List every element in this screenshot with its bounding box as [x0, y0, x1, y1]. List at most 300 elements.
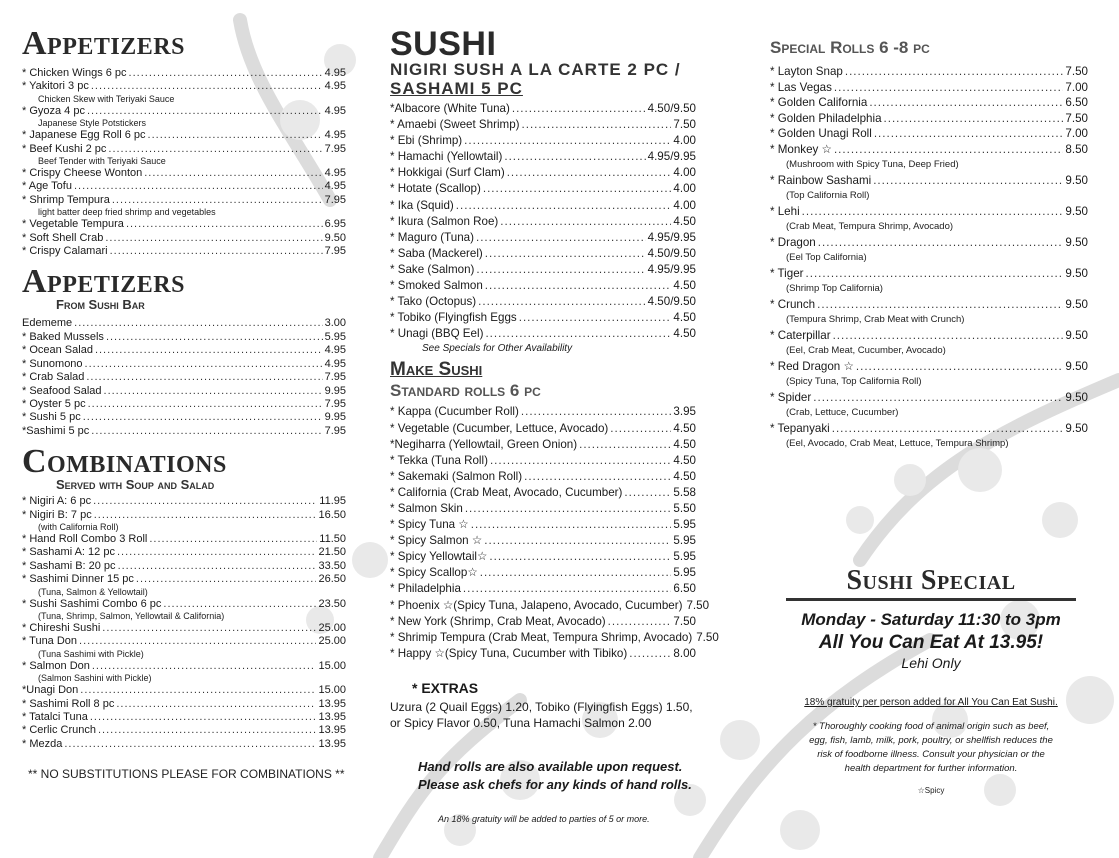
sushi-list — [390, 101, 696, 342]
make-sushi-list — [390, 404, 719, 662]
menu-item — [390, 630, 719, 646]
menu-item-price: 9.95 — [324, 411, 346, 424]
menu-item — [22, 635, 346, 648]
menu-item-name: * Sashimi Dinner 15 pc — [22, 573, 134, 586]
menu-item-price: 4.00 — [673, 182, 696, 196]
menu-item — [390, 117, 696, 133]
menu-item — [22, 331, 346, 344]
menu-item — [390, 646, 696, 662]
menu-item-price: 4.50 — [673, 279, 696, 293]
food-safety-warning-4: health department for further information. — [844, 763, 1018, 774]
menu-item — [22, 167, 346, 180]
menu-item-price: 5.95 — [673, 534, 696, 548]
leader-dots — [845, 64, 1064, 80]
leader-dots — [163, 598, 316, 611]
leader-dots — [485, 326, 671, 342]
extras-title: * EXTRAS — [412, 679, 479, 696]
menu-item — [770, 126, 1088, 142]
menu-item-price: 9.50 — [1065, 235, 1088, 249]
menu-item-price: 4.95 — [324, 129, 346, 142]
menu-item-price: 4.50/9.50 — [647, 246, 696, 260]
menu-item — [390, 230, 696, 246]
menu-item-name: * Ika (Squid) — [390, 198, 454, 212]
menu-item-name: * Gyoza 4 pc — [22, 104, 85, 117]
menu-item — [22, 232, 346, 245]
menu-item — [390, 485, 696, 501]
menu-item — [22, 684, 346, 697]
menu-item-price: 7.00 — [1065, 80, 1088, 94]
leader-dots — [512, 101, 646, 117]
menu-item-name: * Sake (Salmon) — [390, 262, 475, 276]
leader-dots — [521, 404, 672, 420]
menu-item-price: 7.95 — [324, 142, 346, 155]
menu-item-name: * Baked Mussels — [22, 330, 104, 343]
menu-item-name: * New York (Shrimp, Crab Meat, Avocado) — [390, 614, 606, 628]
menu-item-price: 7.95 — [324, 424, 346, 437]
leader-dots — [476, 230, 646, 246]
menu-item-name: * Chicken Wings 6 pc — [22, 67, 127, 79]
leader-dots — [478, 294, 646, 310]
menu-item-name: * Salmon Skin — [390, 501, 463, 515]
leader-dots — [624, 485, 671, 501]
menu-item — [770, 421, 1088, 437]
leader-dots — [610, 421, 671, 437]
menu-item-name: * Vegetable (Cucumber, Lettuce, Avocado) — [390, 421, 609, 435]
menu-item-name: * Tuna Don — [22, 635, 78, 648]
leader-dots — [869, 95, 1063, 111]
menu-item-price: 4.95 — [324, 167, 346, 180]
menu-item-name: * Unagi (BBQ Eel) — [390, 327, 484, 341]
menu-item-price: 11.95 — [319, 495, 346, 508]
leader-dots — [483, 181, 672, 197]
menu-item-price: 9.95 — [324, 384, 346, 397]
menu-item-price: 13.95 — [318, 697, 346, 710]
menu-item-name: * Soft Shell Crab — [22, 231, 104, 244]
leader-dots — [489, 549, 671, 565]
leader-dots — [110, 245, 323, 258]
hand-rolls-line1: Hand rolls are also available upon request. — [418, 758, 683, 774]
sushi-special-box — [786, 566, 1076, 795]
menu-item-name: * Cerlic Crunch — [22, 724, 96, 737]
menu-item-price: 23.50 — [318, 597, 346, 610]
sushi-subtitle-line1: NIGIRI SUSH A LA CARTE 2 PC / — [390, 60, 681, 79]
menu-item — [390, 517, 696, 533]
menu-item — [22, 546, 346, 559]
menu-item — [22, 143, 346, 156]
special-rolls-list — [770, 64, 1088, 452]
menu-item-name: * Chireshi Sushi — [22, 621, 101, 634]
leader-dots — [87, 105, 323, 118]
leader-dots — [463, 581, 672, 597]
leader-dots — [74, 317, 322, 330]
hand-rolls-line2: Please ask chefs for any kinds of hand rolls. — [418, 776, 692, 792]
menu-item-description: (Tuna, Salmon & Yellowtail) — [38, 586, 148, 597]
menu-item — [22, 245, 346, 258]
menu-item-name: * Hamachi (Yellowtail) — [390, 150, 503, 164]
menu-item-name: * Saba (Mackerel) — [390, 246, 483, 260]
combinations-list — [22, 495, 346, 751]
menu-item — [770, 80, 1088, 96]
menu-item — [390, 598, 710, 614]
menu-item-price: 7.50 — [686, 598, 710, 612]
center-column — [390, 0, 719, 824]
menu-item — [22, 411, 346, 424]
menu-item — [390, 421, 696, 437]
sushi-special-title: Sushi Special — [786, 566, 1076, 601]
menu-item-price: 4.95 — [324, 67, 346, 79]
leader-dots — [519, 310, 672, 326]
menu-item-price: 3.95 — [673, 405, 696, 419]
menu-item — [22, 218, 346, 231]
menu-item — [22, 573, 346, 586]
menu-item — [22, 180, 346, 193]
leader-dots — [129, 67, 323, 80]
menu-item-name: * Ikura (Salmon Roe) — [390, 214, 499, 228]
menu-item — [22, 711, 346, 724]
menu-item-name: * Tekka (Tuna Roll) — [390, 453, 488, 467]
menu-item-price: 4.95/9.95 — [647, 230, 696, 244]
menu-item — [390, 533, 696, 549]
menu-item-price: 5.95 — [673, 518, 696, 532]
menu-item-name: *Sashimi 5 pc — [22, 424, 90, 437]
menu-item-price: 4.95 — [324, 80, 346, 93]
menu-item-description: (Crab, Lettuce, Cucumber) — [786, 407, 899, 418]
menu-item — [390, 294, 696, 310]
leader-dots — [471, 517, 672, 533]
menu-item-price: 15.00 — [318, 684, 346, 697]
menu-item-name: * Golden Unagi Roll — [770, 127, 872, 140]
menu-item-price: 9.50 — [1065, 266, 1088, 280]
leader-dots — [476, 262, 645, 278]
leader-dots — [504, 149, 645, 165]
menu-item-name: * Amaebi (Sweet Shrimp) — [390, 118, 520, 132]
menu-item — [390, 614, 696, 630]
menu-item-description: Beef Tender with Teriyaki Sauce — [38, 156, 166, 167]
leader-dots — [74, 180, 323, 193]
menu-item-name: * California (Crab Meat, Avocado, Cucumber) — [390, 485, 623, 499]
menu-item — [22, 724, 346, 737]
menu-item-name: * Dragon — [770, 235, 816, 249]
menu-item-price: 9.50 — [1065, 421, 1088, 435]
menu-item-name: *Unagi Don — [22, 684, 79, 697]
leader-dots — [818, 235, 1064, 251]
menu-item-price: 4.95/9.95 — [647, 262, 696, 276]
leader-dots — [873, 173, 1063, 189]
menu-item-name: * Japanese Egg Roll 6 pc — [22, 129, 146, 142]
menu-item — [390, 101, 696, 117]
leader-dots — [80, 684, 316, 697]
leader-dots — [884, 111, 1064, 127]
menu-item-name: Edememe — [22, 317, 73, 330]
menu-item — [22, 358, 346, 371]
menu-item — [770, 95, 1088, 111]
leader-dots — [480, 565, 672, 581]
menu-item-price: 9.50 — [1065, 390, 1088, 404]
food-safety-warning-3: risk of foodborne illness. Consult your physician or the — [817, 749, 1045, 760]
extras-line1: Uzura (2 Quail Eggs) 1.20, Tobiko (Flyingfish Eggs) 1.50, — [390, 699, 693, 714]
menu-item-description: Japanese Style Potstickers — [38, 118, 147, 129]
menu-item-name: * Shrimp Tempura — [22, 193, 110, 206]
menu-item-name: * Sushi Sashimi Combo 6 pc — [22, 597, 162, 610]
menu-item — [390, 149, 696, 165]
leader-dots — [464, 133, 671, 149]
menu-item-name: * Crab Salad — [22, 371, 85, 384]
menu-item — [22, 660, 346, 673]
sushi-special-price: All You Can Eat At 13.95! — [818, 632, 1044, 653]
sushi-title: SUSHI — [390, 25, 497, 63]
menu-item-name: * Golden California — [770, 96, 868, 109]
menu-item-name: * Ebi (Shrimp) — [390, 134, 463, 148]
leader-dots — [524, 469, 671, 485]
spicy-legend: ☆Spicy — [917, 786, 945, 795]
menu-item-name: * Philadelphia — [390, 582, 461, 596]
leader-dots — [874, 126, 1064, 142]
menu-item-name: *Albacore (White Tuna) — [390, 102, 510, 115]
menu-item-name: * Spicy Tuna ☆ — [390, 518, 469, 532]
leader-dots — [108, 143, 322, 156]
leader-dots — [93, 495, 317, 508]
leader-dots — [118, 560, 317, 573]
menu-item-description: (Tempura Shrimp, Crab Meat with Crunch) — [786, 314, 965, 325]
menu-item-name: * Golden Philadelphia — [770, 111, 882, 125]
sushi-special-location: Lehi Only — [901, 655, 961, 671]
menu-item-name: * Caterpillar — [770, 328, 831, 342]
leader-dots — [105, 232, 322, 245]
food-safety-warning-1: * Thoroughly cooking food of animal origin such as beef, — [812, 721, 1050, 732]
menu-item — [770, 297, 1088, 313]
extras-line2: or Spicy Flavor 0.50, Tuna Hamachi Salmon 2.00 — [390, 715, 652, 730]
menu-item — [390, 165, 696, 181]
menu-item — [770, 266, 1088, 282]
menu-item-price: 6.50 — [673, 582, 696, 596]
menu-item-price: 5.95 — [673, 566, 696, 580]
menu-item-description: (with California Roll) — [38, 521, 119, 532]
leader-dots — [86, 371, 322, 384]
menu-item-price: 9.50 — [1065, 204, 1088, 218]
menu-item-name: * Oyster 5 pc — [22, 397, 86, 410]
menu-item-name: * Tepanyaki — [770, 421, 830, 435]
menu-item-price: 7.00 — [1065, 127, 1088, 140]
menu-item-price: 9.50 — [1065, 297, 1088, 311]
menu-item — [390, 181, 696, 197]
menu-item-price: 7.50 — [696, 630, 719, 644]
menu-item-name: * Hokkigai (Surf Clam) — [390, 166, 505, 180]
menu-item — [770, 142, 1088, 158]
menu-item-name: * Age Tofu — [22, 180, 72, 193]
menu-item-price: 13.95 — [318, 711, 346, 723]
leader-dots — [83, 411, 323, 424]
menu-item-price: 7.50 — [1065, 65, 1088, 78]
menu-item-price: 21.50 — [318, 546, 346, 559]
menu-item-price: 9.50 — [1065, 173, 1088, 187]
menu-item — [22, 344, 346, 357]
leader-dots — [522, 117, 672, 133]
leader-dots — [608, 614, 672, 630]
sushi-special-gratuity: 18% gratuity per person added for All You Can Eat Sushi. — [804, 697, 1058, 708]
menu-item-price: 9.50 — [1065, 359, 1088, 373]
leader-dots — [817, 297, 1063, 313]
menu-item-name: * Sunomono — [22, 357, 83, 370]
menu-item-name: * Mezda — [22, 737, 63, 750]
menu-item-name: * Hotate (Scallop) — [390, 182, 481, 196]
menu-item-price: 13.95 — [318, 737, 346, 750]
menu-item-price: 6.95 — [324, 218, 346, 231]
menu-item — [22, 698, 346, 711]
menu-item-name: * Spicy Salmon ☆ — [390, 534, 483, 548]
menu-item-name: * Tiger — [770, 266, 804, 280]
menu-item-name: *Negiharra (Yellowtail, Green Onion) — [390, 437, 578, 451]
menu-item — [22, 398, 346, 411]
leader-dots — [79, 635, 316, 648]
leader-dots — [98, 724, 317, 737]
menu-item-price: 7.50 — [673, 118, 696, 132]
menu-item — [22, 385, 346, 398]
menu-item — [390, 453, 696, 469]
menu-item-price: 7.50 — [673, 614, 696, 628]
left-column — [22, 0, 346, 781]
leader-dots — [106, 331, 323, 344]
menu-item-name: * Nigiri A: 6 pc — [22, 495, 92, 508]
menu-item — [390, 501, 696, 517]
menu-item-price: 8.00 — [673, 646, 696, 660]
menu-item — [390, 214, 696, 230]
menu-item-name: * Hand Roll Combo 3 Roll — [22, 532, 148, 545]
leader-dots — [85, 358, 323, 371]
menu-item-name: * Las Vegas — [770, 80, 832, 94]
menu-item-price: 4.95 — [324, 104, 346, 117]
menu-item-name: * Spider — [770, 390, 812, 404]
menu-item-name: * Sashami B: 20 pc — [22, 559, 116, 572]
menu-item — [390, 469, 696, 485]
menu-item-name: * Crispy Cheese Wonton — [22, 167, 143, 180]
menu-item — [390, 246, 696, 262]
menu-item-price: 4.95 — [324, 344, 346, 357]
menu-item-price: 25.00 — [318, 635, 346, 648]
leader-dots — [88, 398, 323, 411]
leader-dots — [117, 546, 317, 559]
menu-item-name: * Smoked Salmon — [390, 279, 483, 293]
menu-item — [390, 262, 696, 278]
leader-dots — [832, 421, 1064, 437]
menu-item-name: * Sashami A: 12 pc — [22, 546, 115, 559]
menu-item-name: * Beef Kushi 2 pc — [22, 142, 107, 155]
leader-dots — [507, 165, 672, 181]
menu-item — [390, 310, 696, 326]
leader-dots — [104, 385, 323, 398]
menu-item-description: (Shrimp Top California) — [786, 283, 883, 294]
menu-item-price: 7.95 — [324, 371, 346, 384]
menu-item — [22, 129, 346, 142]
menu-item-description: (Tuna, Shrimp, Salmon, Yellowtail & California) — [38, 610, 225, 621]
menu-item — [390, 581, 696, 597]
menu-item — [22, 495, 346, 508]
leader-dots — [64, 738, 316, 751]
menu-item-price: 7.95 — [324, 397, 346, 410]
menu-item-price: 4.50 — [673, 327, 696, 341]
leader-dots — [148, 129, 323, 142]
menu-item-price: 25.00 — [318, 621, 346, 634]
menu-item — [770, 204, 1088, 220]
menu-item-description: (Tuna Sashimi with Pickle) — [38, 648, 144, 659]
menu-item — [22, 194, 346, 207]
leader-dots — [95, 344, 323, 357]
menu-item — [390, 549, 696, 565]
menu-item-description: (Top California Roll) — [786, 190, 870, 201]
appetizers-bar-list — [22, 317, 346, 438]
menu-item-name: * Layton Snap — [770, 65, 843, 78]
menu-item-price: 4.00 — [673, 134, 696, 148]
menu-item-name: * Spicy Yellowtail☆ — [390, 550, 488, 564]
menu-item — [770, 64, 1088, 80]
menu-item-name: * Tobiko (Flyingfish Eggs — [390, 311, 517, 325]
menu-item-description: (Spicy Tuna, Top California Roll) — [786, 376, 922, 387]
leader-dots — [144, 167, 322, 180]
menu-item-price: 7.95 — [324, 193, 346, 206]
menu-item — [770, 390, 1088, 406]
menu-item — [390, 437, 696, 453]
menu-item-price: 6.50 — [1065, 96, 1088, 109]
menu-item-name: * Yakitori 3 pc — [22, 80, 89, 93]
menu-item-name: * Salmon Don — [22, 659, 90, 672]
menu-item-price: 16.50 — [318, 508, 346, 521]
menu-item-description: light batter deep fried shrimp and vegetables — [38, 207, 216, 218]
appetizers-title: Appetizers — [22, 25, 185, 62]
leader-dots — [485, 278, 672, 294]
combinations-subtitle: Served with Soup and Salad — [56, 477, 215, 493]
menu-item-price: 4.50 — [673, 311, 696, 325]
right-column — [770, 0, 1088, 795]
specials-availability-note: See Specials for Other Availability — [422, 343, 573, 355]
menu-item — [22, 425, 346, 438]
sushi-special-hours: Monday - Saturday 11:30 to 3pm — [801, 610, 1061, 629]
menu-item-price: 9.50 — [324, 231, 346, 244]
menu-item-price: 4.50 — [673, 437, 696, 451]
leader-dots — [94, 509, 317, 522]
food-safety-warning-2: egg, fish, lamb, milk, pork, poultry, or shellfish reduces the — [809, 735, 1053, 746]
menu-item-name: * Vegetable Tempura — [22, 218, 124, 231]
appetizers-bar-subtitle: From Sushi Bar — [56, 297, 145, 313]
menu-item — [390, 326, 696, 342]
menu-item-name: * Monkey ☆ — [770, 142, 832, 156]
menu-item — [390, 404, 696, 420]
no-substitutions-note: ** NO SUBSTITUTIONS PLEASE FOR COMBINATIONS ** — [28, 767, 345, 782]
menu-item-name: * Tatalci Tuna — [22, 711, 88, 723]
menu-item-description: (Eel, Crab Meat, Cucumber, Avocado) — [786, 345, 946, 356]
menu-item-price: 7.95 — [324, 245, 346, 258]
menu-item-price: 7.50 — [1065, 111, 1088, 125]
menu-item — [770, 359, 1088, 375]
make-sushi-title: Make Sushi — [390, 359, 483, 381]
leader-dots — [90, 711, 317, 724]
menu-item-name: * Happy ☆(Spicy Tuna, Cucumber with Tibiko) — [390, 646, 628, 660]
appetizers-list — [22, 67, 346, 258]
menu-item-name: * Crispy Calamari — [22, 245, 108, 258]
menu-item — [22, 80, 346, 93]
menu-item-price: 5.58 — [673, 485, 696, 499]
leader-dots — [629, 646, 671, 662]
menu-item-name: * Sushi 5 pc — [22, 411, 81, 424]
menu-item — [770, 111, 1088, 127]
menu-item — [390, 133, 696, 149]
combinations-title: Combinations — [22, 443, 227, 481]
menu-item — [22, 509, 346, 522]
menu-item-price: 8.50 — [1065, 142, 1088, 156]
menu-item-name: * Shrimip Tempura (Crab Meat, Tempura Shrimp, Avocado) — [390, 630, 693, 644]
sushi-subtitle-line2: SASHAMI 5 PC — [390, 79, 523, 98]
menu-item-description: (Eel Top California) — [786, 252, 867, 263]
menu-item-name: * Spicy Scallop☆ — [390, 566, 478, 580]
menu-item — [770, 173, 1088, 189]
